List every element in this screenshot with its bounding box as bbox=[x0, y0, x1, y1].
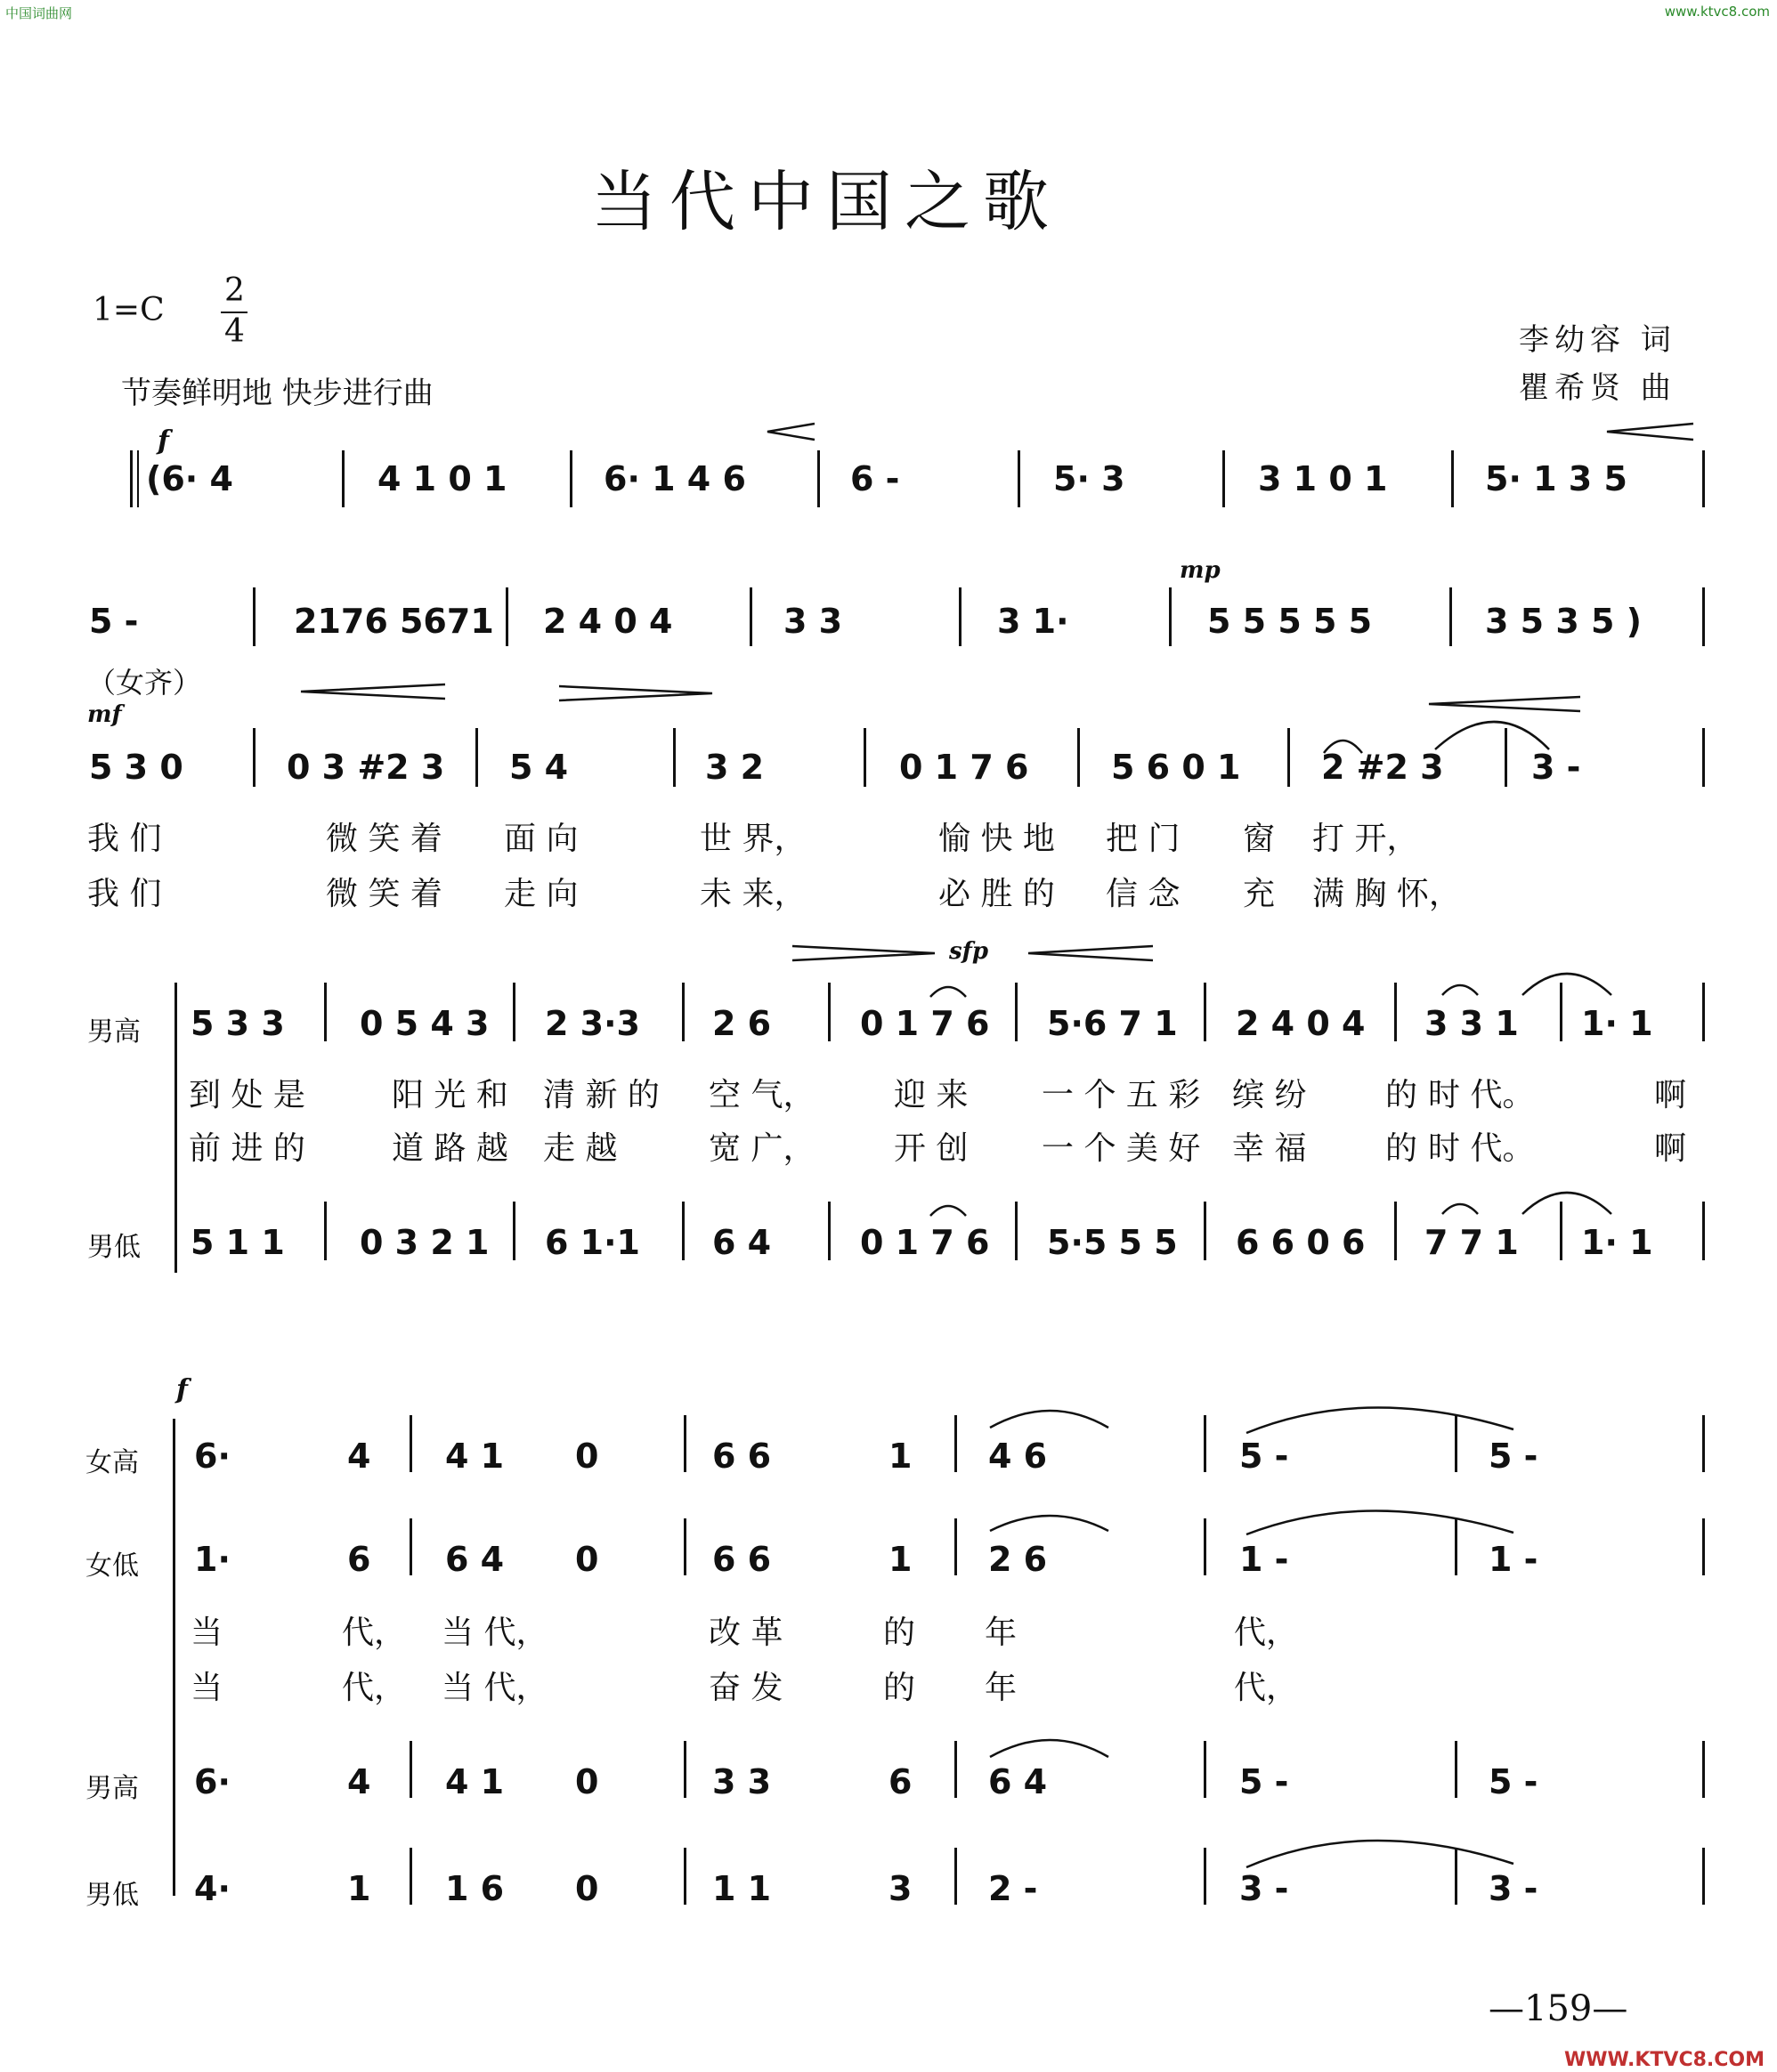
part-label-women-unison: （女齐） bbox=[87, 666, 202, 700]
measure: 0 3 #2 3 bbox=[287, 748, 445, 787]
lyric: 代， bbox=[1234, 1615, 1299, 1651]
barline bbox=[1702, 983, 1705, 1041]
measure: 5· 1 3 5 bbox=[1485, 459, 1627, 498]
note: 6 6 bbox=[712, 1540, 772, 1579]
measure: 1· 1 bbox=[1581, 1004, 1653, 1043]
note: 5 - bbox=[1239, 1437, 1289, 1476]
lyric: 改 革 bbox=[709, 1615, 783, 1651]
crescendo-hairpin bbox=[301, 684, 445, 699]
crescendo-hairpin bbox=[1607, 424, 1693, 440]
measure: 6· 1 4 6 bbox=[604, 459, 746, 498]
measure: 0 3 2 1 bbox=[360, 1223, 490, 1262]
lyric: 一 个 五 彩 bbox=[1042, 1077, 1201, 1113]
lyric: 微 笑 着 bbox=[326, 821, 442, 857]
barline bbox=[1394, 1202, 1397, 1260]
measure: 6 - bbox=[850, 459, 900, 498]
slur bbox=[1435, 722, 1549, 749]
watermark-right: www.ktvc8.com bbox=[1664, 4, 1770, 20]
barline bbox=[1394, 983, 1397, 1041]
barline bbox=[1204, 1848, 1206, 1905]
slur bbox=[990, 1411, 1108, 1428]
watermark-left: 中国词曲网 bbox=[5, 5, 73, 21]
barline bbox=[684, 1518, 686, 1575]
measure: 3 1· bbox=[997, 602, 1069, 641]
barline bbox=[410, 1415, 412, 1472]
lyric: 年 bbox=[985, 1670, 1018, 1706]
lyric: 的 bbox=[883, 1615, 916, 1651]
slur bbox=[1246, 1407, 1513, 1433]
barline bbox=[1015, 1202, 1018, 1260]
barline bbox=[324, 983, 327, 1041]
note: 4 bbox=[347, 1762, 371, 1801]
measure: 2176 5671 bbox=[294, 602, 494, 641]
dynamic-sfp: sfp bbox=[949, 938, 989, 965]
barline bbox=[1702, 1415, 1705, 1472]
measure: 5·6 7 1 bbox=[1047, 1004, 1178, 1043]
note: 1 - bbox=[1489, 1540, 1538, 1579]
barline bbox=[684, 1848, 686, 1905]
barline bbox=[324, 1202, 327, 1260]
part-label-women-high: 女高 bbox=[85, 1447, 139, 1478]
barline bbox=[954, 1848, 957, 1905]
barline bbox=[1018, 450, 1020, 507]
barline bbox=[682, 983, 685, 1041]
measure: 2 #2 3 bbox=[1321, 748, 1444, 787]
note: 0 bbox=[575, 1437, 599, 1476]
barline bbox=[682, 1202, 685, 1260]
lyric: 我 们 bbox=[87, 876, 162, 912]
barline bbox=[750, 587, 752, 646]
barline bbox=[1204, 1518, 1206, 1575]
barline bbox=[1702, 728, 1705, 787]
measure: 3 - bbox=[1531, 748, 1581, 787]
barline bbox=[684, 1415, 686, 1472]
barline bbox=[410, 1848, 412, 1905]
slur bbox=[1522, 974, 1611, 995]
lyric: 时 代。 bbox=[1428, 1077, 1535, 1113]
lyric: 啊 bbox=[1654, 1130, 1687, 1167]
system-bracket bbox=[173, 1419, 175, 1896]
barline bbox=[1204, 983, 1206, 1041]
note: 3 - bbox=[1489, 1869, 1538, 1908]
measure: 2 4 0 4 bbox=[543, 602, 673, 641]
note: 1 1 bbox=[712, 1869, 772, 1908]
measure: 6 6 0 6 bbox=[1236, 1223, 1366, 1262]
barline bbox=[1702, 587, 1705, 646]
note: 3 3 bbox=[712, 1762, 772, 1801]
note: 1· bbox=[194, 1540, 231, 1579]
part-label-women-low: 女低 bbox=[85, 1550, 139, 1582]
measure: 0 5 4 3 bbox=[360, 1004, 490, 1043]
note: 1 bbox=[347, 1869, 371, 1908]
measure: 2 3·3 bbox=[545, 1004, 640, 1043]
barline bbox=[1702, 1848, 1705, 1905]
note: 6· bbox=[194, 1762, 231, 1801]
barline bbox=[1222, 450, 1225, 507]
part-label-men-high: 男高 bbox=[85, 1773, 139, 1804]
crescendo-hairpin bbox=[1028, 946, 1153, 960]
note: 3 bbox=[888, 1869, 913, 1908]
page-number: —159— bbox=[1489, 1988, 1628, 2029]
repeat-barline-thin bbox=[137, 450, 139, 507]
barline bbox=[954, 1415, 957, 1472]
barline bbox=[1015, 983, 1018, 1041]
lyric: 我 们 bbox=[87, 821, 162, 857]
lyric: 空 气， bbox=[709, 1077, 815, 1113]
lyric: 前 进 的 bbox=[189, 1130, 305, 1167]
note: 4 bbox=[347, 1437, 371, 1476]
crescendo-hairpin bbox=[767, 424, 815, 440]
barline bbox=[1702, 1518, 1705, 1575]
lyric: 年 bbox=[985, 1615, 1018, 1651]
slur bbox=[930, 987, 966, 997]
slur bbox=[1246, 1841, 1513, 1867]
measure: 5 1 1 bbox=[191, 1223, 285, 1262]
note: 1 bbox=[888, 1437, 913, 1476]
barline bbox=[959, 587, 962, 646]
repeat-barline bbox=[130, 450, 133, 507]
measure: 3 2 bbox=[705, 748, 765, 787]
measure: 6 4 bbox=[712, 1223, 772, 1262]
measure: 5 4 bbox=[509, 748, 569, 787]
barline bbox=[1455, 1741, 1457, 1798]
barline bbox=[1287, 728, 1290, 787]
meter-bottom: 4 bbox=[224, 313, 245, 350]
lyric: 当 bbox=[191, 1615, 223, 1651]
note: 0 bbox=[575, 1762, 599, 1801]
barline bbox=[1204, 1202, 1206, 1260]
barline bbox=[1455, 1518, 1457, 1575]
barline bbox=[506, 587, 508, 646]
barline bbox=[1560, 983, 1562, 1041]
song-title: 当代中国之歌 bbox=[591, 164, 1061, 240]
barline bbox=[1451, 450, 1454, 507]
barline bbox=[342, 450, 345, 507]
lyric: 迎 来 bbox=[894, 1077, 969, 1113]
barline bbox=[1204, 1741, 1206, 1798]
lyricist-credit: 李幼容 词 bbox=[1519, 322, 1676, 358]
tempo-marking: 节奏鲜明地 快步进行曲 bbox=[121, 376, 434, 411]
note: 1 - bbox=[1239, 1540, 1289, 1579]
note: 6 4 bbox=[445, 1540, 505, 1579]
note: 4 1 bbox=[445, 1437, 505, 1476]
lyric: 当 代， bbox=[442, 1670, 548, 1706]
measure: 2 6 bbox=[712, 1004, 772, 1043]
measure: 5·5 5 5 bbox=[1047, 1223, 1178, 1262]
note: 5 - bbox=[1489, 1762, 1538, 1801]
lyric: 代， bbox=[1234, 1670, 1299, 1706]
measure: 2 4 0 4 bbox=[1236, 1004, 1366, 1043]
slur bbox=[990, 1740, 1108, 1757]
barline bbox=[828, 983, 831, 1041]
barline bbox=[673, 728, 676, 787]
decrescendo-hairpin bbox=[559, 686, 712, 700]
lyric: 缤 纷 bbox=[1232, 1077, 1307, 1113]
lyric: 打 开， bbox=[1312, 821, 1419, 857]
dynamic-f: f bbox=[158, 425, 169, 457]
note: 4· bbox=[194, 1869, 231, 1908]
note: 4 1 bbox=[445, 1762, 505, 1801]
slur bbox=[1442, 985, 1478, 995]
dynamic-f: f bbox=[176, 1374, 188, 1405]
barline bbox=[253, 728, 256, 787]
lyric: 幸 福 bbox=[1232, 1130, 1307, 1167]
note: 2 - bbox=[988, 1869, 1038, 1908]
lyric: 走 向 bbox=[504, 876, 579, 912]
dynamic-mp: mp bbox=[1180, 557, 1221, 584]
meter-top: 2 bbox=[224, 272, 245, 309]
note: 6 4 bbox=[988, 1762, 1048, 1801]
barline bbox=[1455, 1415, 1457, 1472]
lyric: 一 个 美 好 bbox=[1042, 1130, 1201, 1167]
measure: 5 5 5 5 5 bbox=[1207, 602, 1373, 641]
lyric: 代， bbox=[342, 1615, 407, 1651]
lyric: 未 来， bbox=[700, 876, 807, 912]
barline bbox=[817, 450, 820, 507]
slur bbox=[990, 1516, 1108, 1531]
measure: 3 5 3 5 ) bbox=[1485, 602, 1643, 641]
measure: 3 1 0 1 bbox=[1258, 459, 1388, 498]
note: 6· bbox=[194, 1437, 231, 1476]
lyric: 当 bbox=[191, 1670, 223, 1706]
barline bbox=[570, 450, 572, 507]
barline bbox=[513, 983, 515, 1041]
lyric: 到 处 是 bbox=[189, 1077, 305, 1113]
barline bbox=[1702, 450, 1705, 507]
note: 1 6 bbox=[445, 1869, 505, 1908]
note: 6 bbox=[347, 1540, 371, 1579]
measure: 5 3 0 bbox=[89, 748, 183, 787]
measure: 3 3 1 bbox=[1424, 1004, 1519, 1043]
measure: 4 1 0 1 bbox=[377, 459, 507, 498]
lyric: 的 bbox=[1385, 1077, 1418, 1113]
lyric: 信 念 bbox=[1106, 876, 1181, 912]
lyric: 的 bbox=[883, 1670, 916, 1706]
lyric: 奋 发 bbox=[709, 1670, 783, 1706]
slur bbox=[1522, 1193, 1611, 1214]
barline bbox=[1169, 587, 1172, 646]
lyric: 满 胸 怀， bbox=[1312, 876, 1461, 912]
barline bbox=[1449, 587, 1452, 646]
barline bbox=[1505, 728, 1507, 787]
note: 1 bbox=[888, 1540, 913, 1579]
note: 5 - bbox=[1489, 1437, 1538, 1476]
measure: 5· 3 bbox=[1053, 459, 1125, 498]
measure: 0 1 7 6 bbox=[899, 748, 1029, 787]
lyric: 窗 bbox=[1243, 821, 1276, 857]
lyric: 开 创 bbox=[894, 1130, 969, 1167]
lyric: 面 向 bbox=[504, 821, 579, 857]
part-label-men-low: 男低 bbox=[87, 1232, 141, 1263]
barline bbox=[410, 1518, 412, 1575]
lyric: 的 bbox=[1385, 1130, 1418, 1167]
barline bbox=[1204, 1415, 1206, 1472]
measure: 1· 1 bbox=[1581, 1223, 1653, 1262]
barline bbox=[1702, 1741, 1705, 1798]
dynamic-mf: mf bbox=[87, 701, 122, 728]
note: 2 6 bbox=[988, 1540, 1048, 1579]
barline bbox=[475, 728, 478, 787]
note: 3 - bbox=[1239, 1869, 1289, 1908]
lyric: 道 路 越 bbox=[392, 1130, 508, 1167]
barline bbox=[253, 587, 256, 646]
barline bbox=[513, 1202, 515, 1260]
lyric: 充 bbox=[1243, 876, 1276, 912]
note: 0 bbox=[575, 1869, 599, 1908]
note: 6 6 bbox=[712, 1437, 772, 1476]
measure: 6 1·1 bbox=[545, 1223, 640, 1262]
lyric: 宽 广， bbox=[709, 1130, 815, 1167]
lyric: 时 代。 bbox=[1428, 1130, 1535, 1167]
note: 0 bbox=[575, 1540, 599, 1579]
lyric: 愉 快 地 bbox=[938, 821, 1055, 857]
measure: 5 - bbox=[89, 602, 139, 641]
measure: 5 3 3 bbox=[191, 1004, 285, 1043]
measure: 5 6 0 1 bbox=[1111, 748, 1241, 787]
measure: 0 1 7 6 bbox=[860, 1223, 990, 1262]
note: 4 6 bbox=[988, 1437, 1048, 1476]
system-bracket bbox=[174, 983, 177, 1273]
measure: 0 1 7 6 bbox=[860, 1004, 990, 1043]
barline bbox=[1455, 1848, 1457, 1905]
composer-credit: 瞿希贤 曲 bbox=[1519, 370, 1676, 406]
lyric: 世 界， bbox=[700, 821, 807, 857]
barline bbox=[828, 1202, 831, 1260]
note: 5 - bbox=[1239, 1762, 1289, 1801]
barline bbox=[864, 728, 866, 787]
part-label-men-low: 男低 bbox=[85, 1880, 139, 1911]
measure: 3 3 bbox=[783, 602, 843, 641]
part-label-men-high: 男高 bbox=[87, 1016, 141, 1048]
measure: 7 7 1 bbox=[1424, 1223, 1519, 1262]
crescendo-hairpin bbox=[1429, 697, 1580, 711]
lyric: 啊 bbox=[1654, 1077, 1687, 1113]
lyric: 必 胜 的 bbox=[938, 876, 1055, 912]
watermark-bottom: WWW.KTVC8.COM bbox=[1564, 2049, 1765, 2071]
barline bbox=[1560, 1202, 1562, 1260]
lyric: 微 笑 着 bbox=[326, 876, 442, 912]
barline bbox=[1077, 728, 1080, 787]
lyric: 清 新 的 bbox=[543, 1077, 660, 1113]
barline bbox=[1702, 1202, 1705, 1260]
decrescendo-hairpin bbox=[792, 946, 935, 960]
barline bbox=[954, 1518, 957, 1575]
measure: (6· 4 bbox=[146, 459, 233, 498]
barline bbox=[684, 1741, 686, 1798]
lyric: 把 门 bbox=[1106, 821, 1181, 857]
barline bbox=[954, 1741, 957, 1798]
lyric: 代， bbox=[342, 1670, 407, 1706]
lyric: 当 代， bbox=[442, 1615, 548, 1651]
key-signature: 1=C bbox=[93, 292, 165, 328]
slur bbox=[930, 1206, 966, 1216]
lyric: 走 越 bbox=[543, 1130, 618, 1167]
lyric: 阳 光 和 bbox=[392, 1077, 508, 1113]
note: 6 bbox=[888, 1762, 913, 1801]
slur bbox=[1246, 1510, 1513, 1534]
slur bbox=[1442, 1204, 1478, 1214]
barline bbox=[410, 1741, 412, 1798]
